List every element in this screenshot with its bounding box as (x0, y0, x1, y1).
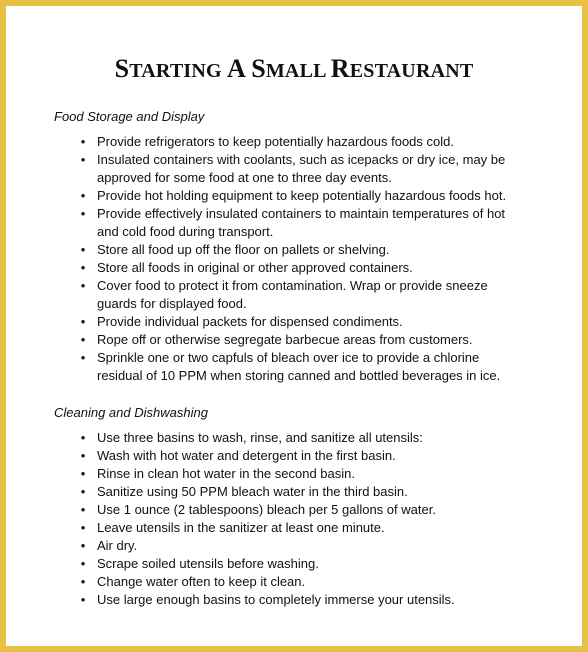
list-item (6, 465, 582, 483)
title-cap: A (227, 54, 246, 83)
list-item-text: Store all food up off the floor on pallets or shelving. (97, 242, 390, 257)
bullet-icon: • (80, 466, 86, 481)
list-item-text: Use three basins to wash, rinse, and sanitize all utensils: (97, 430, 423, 445)
bullet-icon: • (80, 188, 86, 203)
list-item (6, 519, 582, 537)
document-title (6, 54, 582, 84)
list-item (6, 429, 582, 447)
list-item-text: Sprinkle one or two capfuls of bleach over ice to provide a chlorine residual of 10 PPM when storing canned and bottled beverages in ice. (97, 350, 501, 383)
title-rest: MALL (265, 60, 331, 82)
title-cap: R (330, 54, 350, 83)
list-item (6, 151, 582, 187)
food-storage-list (6, 133, 582, 385)
list-item (6, 555, 582, 573)
bullet-icon: • (80, 242, 86, 257)
bullet-icon: • (80, 260, 86, 275)
list-item (6, 187, 582, 205)
list-item (6, 133, 582, 151)
title-rest: TARTING (129, 60, 227, 82)
bullet-icon: • (80, 484, 86, 499)
list-item (6, 349, 582, 385)
bullet-icon: • (80, 278, 86, 293)
list-item-text: Provide individual packets for dispensed condiments. (97, 314, 403, 329)
cleaning-list (6, 429, 582, 609)
bullet-icon: • (80, 430, 86, 445)
bullet-icon: • (80, 134, 86, 149)
title-rest: ESTAURANT (349, 60, 474, 82)
bullet-icon: • (80, 538, 86, 553)
list-item-text: Insulated containers with coolants, such as icepacks or dry ice, may be approved for some food at one to three day events. (97, 152, 506, 185)
list-item-text: Wash with hot water and detergent in the first basin. (97, 448, 396, 463)
list-item-text: Leave utensils in the sanitizer at least one minute. (97, 520, 385, 535)
title-cap: S (114, 54, 130, 83)
list-item-text: Scrape soiled utensils before washing. (97, 556, 319, 571)
list-item (6, 501, 582, 519)
list-item-text: Cover food to protect it from contamination. Wrap or provide sneeze guards for displayed food. (97, 278, 488, 311)
bullet-icon: • (80, 152, 86, 167)
list-item-text: Rinse in clean hot water in the second basin. (97, 466, 355, 481)
bullet-icon: • (80, 314, 86, 329)
list-item (6, 331, 582, 349)
list-item-text: Provide hot holding equipment to keep potentially hazardous foods hot. (97, 188, 507, 203)
bullet-icon: • (80, 448, 86, 463)
list-item (6, 447, 582, 465)
section-heading-cleaning: Cleaning and Dishwashing (54, 405, 208, 420)
list-item (6, 483, 582, 501)
list-item (6, 241, 582, 259)
list-item-text: Provide refrigerators to keep potentially hazardous foods cold. (97, 134, 454, 149)
bullet-icon: • (80, 502, 86, 517)
bullet-icon: • (80, 206, 86, 221)
list-item-text: Rope off or otherwise segregate barbecue areas from customers. (97, 332, 473, 347)
section-heading-food-storage: Food Storage and Display (54, 109, 205, 124)
title-cap: S (251, 54, 266, 83)
list-item (6, 591, 582, 609)
list-item-text: Use 1 ounce (2 tablespoons) bleach per 5 gallons of water. (97, 502, 436, 517)
bullet-icon: • (80, 332, 86, 347)
list-item (6, 537, 582, 555)
list-item-text: Sanitize using 50 PPM bleach water in the third basin. (97, 484, 408, 499)
list-item-text: Change water often to keep it clean. (97, 574, 306, 589)
list-item-text: Provide effectively insulated containers to maintain temperatures of hot and cold food during transport. (97, 206, 506, 239)
list-item-text: Store all foods in original or other approved containers. (97, 260, 413, 275)
list-item (6, 259, 582, 277)
list-item-text: Use large enough basins to completely immerse your utensils. (97, 592, 455, 607)
list-item (6, 277, 582, 313)
bullet-icon: • (80, 592, 86, 607)
list-item-text: Air dry. (97, 538, 138, 553)
bullet-icon: • (80, 520, 86, 535)
list-item (6, 573, 582, 591)
list-item (6, 205, 582, 241)
list-item (6, 313, 582, 331)
bullet-icon: • (80, 556, 86, 571)
bullet-icon: • (80, 350, 86, 365)
bullet-icon: • (80, 574, 86, 589)
